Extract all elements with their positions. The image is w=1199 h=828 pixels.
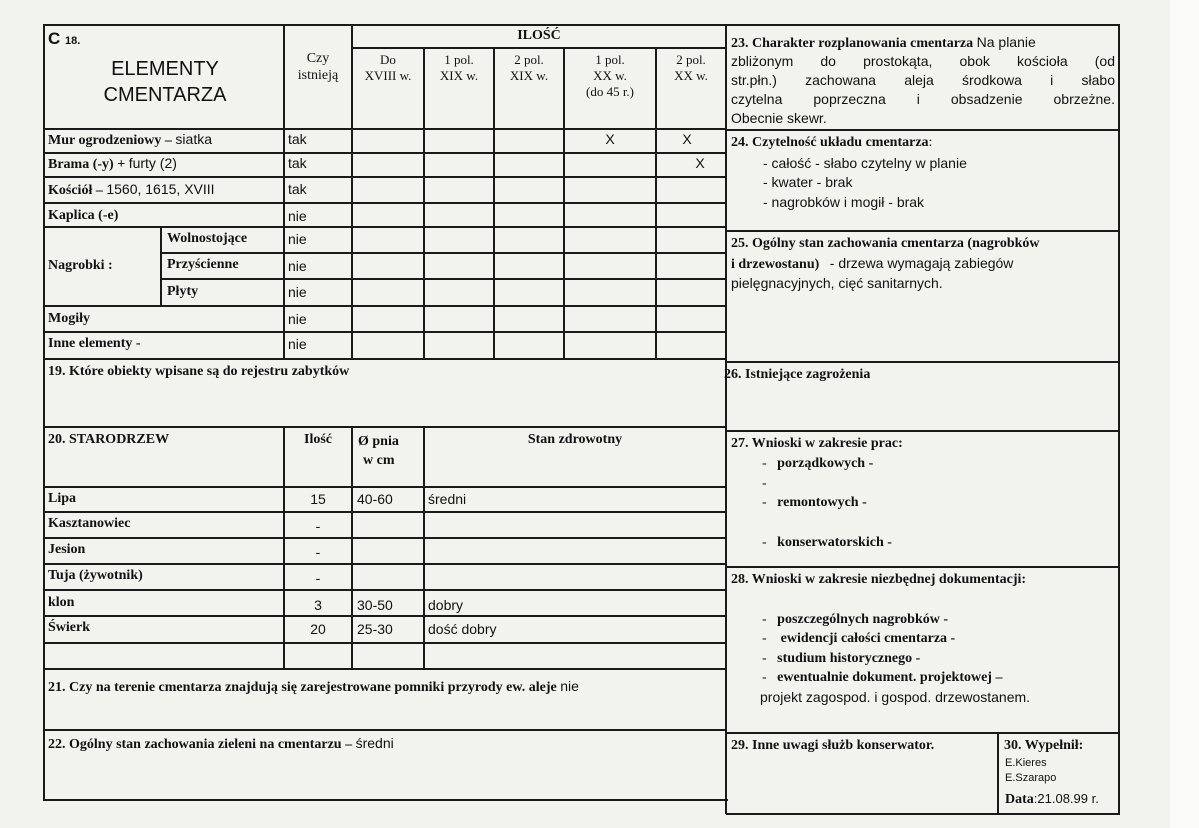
paper-edge bbox=[1170, 0, 1199, 828]
section-24-item: - kwater - brak bbox=[763, 174, 853, 190]
tree-qty: - bbox=[315, 544, 321, 560]
section-28-item: - ewidencji całości cmentarza - bbox=[762, 631, 956, 646]
tree-health: dość dobry bbox=[428, 621, 497, 637]
section-29-label: 29. Inne uwagi służb konserwator. bbox=[731, 738, 935, 753]
tree-name: Lipa bbox=[48, 491, 77, 506]
nagrobki-label: Nagrobki : bbox=[48, 258, 113, 273]
h-r9 bbox=[43, 358, 727, 360]
h-tree-r7 bbox=[43, 668, 727, 670]
tree-name: Jesion bbox=[48, 542, 86, 557]
v-30 bbox=[997, 732, 999, 813]
period-header: Do XVIII w. bbox=[364, 52, 412, 83]
tree-qty: 20 bbox=[310, 621, 326, 637]
element-exists: nie bbox=[288, 258, 307, 274]
h-27-bottom bbox=[726, 566, 1120, 568]
tree-qty: - bbox=[315, 518, 321, 534]
element-exists: tak bbox=[288, 131, 307, 147]
section-19-label: 19. Które obiekty wpisane są do rejestru zabytków bbox=[48, 364, 350, 379]
section-23-line: czytelna poprzeczna i obsadzenie obrzeżne. bbox=[731, 91, 1115, 107]
element-mark: X bbox=[695, 155, 705, 171]
frame-right bbox=[1118, 24, 1120, 814]
period-header: 2 pol. XIX w. bbox=[509, 52, 549, 83]
element-label: Kaplica (-e) bbox=[48, 208, 119, 223]
ilosc-header: ILOŚĆ bbox=[517, 28, 561, 43]
h-tree-r2 bbox=[43, 537, 727, 539]
h-tree-header bbox=[43, 486, 727, 488]
h-r8 bbox=[43, 331, 727, 333]
section-28-last: projekt zagospod. i gospod. drzewostanem. bbox=[760, 689, 1031, 705]
tree-qty: - bbox=[315, 570, 321, 586]
h-tree-r5 bbox=[43, 615, 727, 617]
h-r4 bbox=[43, 226, 727, 228]
section-21-label: 21. Czy na terenie cmentarza znajdują się zarejestrowane pomniki przyrody ew. aleje nie bbox=[48, 678, 579, 695]
tree-name: klon bbox=[48, 595, 75, 610]
h-r5 bbox=[160, 252, 727, 254]
filled-by-name: E.Kieres bbox=[1005, 757, 1047, 769]
h-r3 bbox=[43, 202, 727, 204]
element-exists: nie bbox=[288, 311, 307, 327]
h-19-bottom bbox=[43, 426, 727, 428]
section-27-dash: - bbox=[762, 476, 767, 491]
element-mark: X bbox=[605, 131, 615, 147]
h-25-bottom bbox=[726, 361, 1120, 363]
card-code: C 18. bbox=[48, 29, 81, 48]
h-r6 bbox=[160, 278, 727, 280]
element-exists: nie bbox=[288, 336, 307, 352]
h-header bbox=[43, 128, 727, 130]
element-label: Mur ogrodzeniowy – siatka bbox=[48, 131, 212, 148]
tree-diam: 40-60 bbox=[357, 491, 393, 507]
v-tree-diam bbox=[351, 426, 353, 669]
h-23-bottom bbox=[726, 129, 1120, 131]
h-26-bottom bbox=[726, 430, 1120, 432]
divider-middle bbox=[725, 24, 727, 814]
element-label: Kościół – 1560, 1615, XVIII bbox=[48, 181, 215, 198]
section-20-title: 20. STARODRZEW bbox=[48, 432, 170, 447]
section-24-label: 24. Czytelność układu cmentarza: bbox=[731, 135, 933, 150]
section-30-label: 30. Wypełnił: bbox=[1004, 738, 1084, 753]
element-exists: nie bbox=[288, 208, 307, 224]
tree-name: Kasztanowiec bbox=[48, 516, 131, 531]
section-23-line: zbliżonym do prostokąta, obok kościoła (od bbox=[731, 53, 1115, 69]
section-25-label: 25. Ogólny stan zachowania cmentarza (nagrobków bbox=[731, 236, 1040, 251]
tree-qty: 15 bbox=[310, 491, 326, 507]
tree-col-diam: Ø pnia w cm bbox=[358, 434, 399, 468]
section-27-item: - porządkowych - bbox=[762, 456, 874, 471]
tree-health: dobry bbox=[428, 597, 464, 613]
h-r2 bbox=[43, 176, 727, 178]
frame-bottom bbox=[43, 799, 728, 801]
section-23-line: Obecnie skewr. bbox=[731, 110, 827, 126]
tree-name: Świerk bbox=[48, 620, 90, 635]
section-24-item: - całość - słabo czytelny w planie bbox=[763, 155, 967, 171]
section-27-item: - konserwatorskich - bbox=[762, 535, 892, 550]
col-exists-header: Czy istnieją bbox=[297, 51, 339, 83]
section-24-item: - nagrobków i mogił - brak bbox=[763, 194, 925, 210]
frame-bottom-right bbox=[726, 813, 1120, 815]
section-28-item: - ewentualnie dokument. projektowej – bbox=[762, 670, 1003, 685]
element-label: Brama (-y) + furty (2) bbox=[48, 155, 177, 172]
section-23: 23. Charakter rozplanowania cmentarza Na planie bbox=[731, 34, 1036, 51]
section-25-label2: i drzewostanu) - drzewa wymagają zabiegów bbox=[731, 255, 1014, 272]
element-label: Mogiły bbox=[48, 311, 90, 326]
section-26-label: 26. Istniejące zagrożenia bbox=[724, 367, 871, 382]
h-tree-r4 bbox=[43, 589, 727, 591]
element-exists: tak bbox=[288, 181, 307, 197]
h-ilosc bbox=[351, 47, 727, 49]
section-28-item: - poszczególnych nagrobków - bbox=[762, 612, 949, 627]
period-header: 1 pol. XIX w. bbox=[439, 52, 479, 83]
h-tree-r6 bbox=[43, 642, 727, 644]
tree-health: średni bbox=[428, 491, 467, 507]
element-label: Inne elementy - bbox=[48, 336, 141, 351]
card-title: ELEMENTY CMENTARZA bbox=[103, 58, 227, 106]
section-25-text: pielęgnacyjnych, cięć sanitarnych. bbox=[731, 275, 943, 291]
tree-diam: 25-30 bbox=[357, 621, 393, 637]
section-23-line: str.płn.) zachowana aleja środkowa i słabo bbox=[731, 72, 1115, 88]
tree-col-health: Stan zdrowotny bbox=[527, 432, 623, 447]
tree-qty: 3 bbox=[314, 597, 322, 613]
period-header: 2 pol. XX w. bbox=[674, 52, 708, 83]
element-mark: X bbox=[682, 131, 692, 147]
section-28-label: 28. Wnioski w zakresie niezbędnej dokumentacji: bbox=[731, 572, 1027, 587]
v-nagrobki bbox=[160, 226, 162, 306]
h-tree-r3 bbox=[43, 563, 727, 565]
h-r7 bbox=[43, 305, 727, 307]
section-28-item: - studium historycznego - bbox=[762, 651, 921, 666]
v-tree-health bbox=[423, 426, 425, 669]
section-22-label: 22. Ogólny stan zachowania zieleni na cmentarzu – średni bbox=[48, 735, 394, 752]
h-24-bottom bbox=[726, 230, 1120, 232]
period-header: 1 pol. XX w. (do 45 r.) bbox=[585, 52, 635, 99]
tree-col-qty: Ilość bbox=[304, 432, 332, 447]
tree-name: Tuja (żywotnik) bbox=[48, 568, 143, 583]
nagrobki-type: Płyty bbox=[167, 284, 199, 299]
h-21-bottom bbox=[43, 729, 727, 731]
filled-by-name: E.Szarapo bbox=[1005, 772, 1057, 784]
h-tree-r1 bbox=[43, 511, 727, 513]
section-30-date: Data:21.08.99 r. bbox=[1005, 791, 1099, 807]
nagrobki-type: Przyścienne bbox=[167, 257, 239, 272]
element-exists: tak bbox=[288, 155, 307, 171]
h-28-bottom bbox=[726, 732, 1120, 734]
section-27-item: - remontowych - bbox=[762, 495, 867, 510]
frame-left bbox=[43, 24, 45, 800]
element-exists: nie bbox=[288, 231, 307, 247]
element-exists: nie bbox=[288, 284, 307, 300]
h-r1 bbox=[43, 152, 727, 154]
tree-diam: 30-50 bbox=[357, 597, 393, 613]
frame-top bbox=[43, 24, 1120, 26]
nagrobki-type: Wolnostojące bbox=[167, 231, 248, 246]
section-27-label: 27. Wnioski w zakresie prac: bbox=[731, 436, 903, 451]
